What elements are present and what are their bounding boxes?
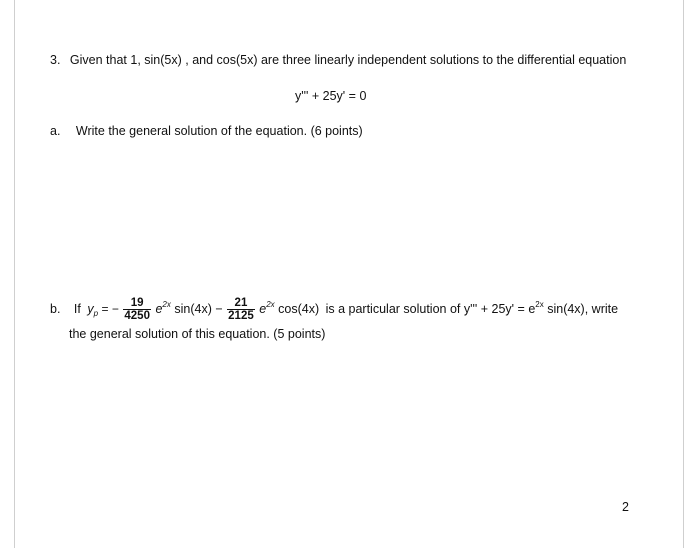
fraction-2-numerator: 21 [234,297,248,310]
fraction-1-numerator: 19 [130,297,144,310]
exp-term-2: $e^{2x}$ [259,300,275,316]
fraction-2-denominator: 2125 [228,310,254,323]
part-b-line-1 [50,292,618,327]
equals-sign: = − [101,302,119,316]
part-b-line-2-text: the general solution of this equation. (5 points) [69,327,326,341]
fraction-21-2125 [227,297,255,322]
exp-term-1: $e^{2x}$ [155,300,171,316]
part-a [50,124,363,138]
cos-term: cos(4x) [278,302,320,316]
problem-intro-text: Given that 1, sin(5x) , and cos(5x) are three linearly independent solutions to the differential equation [69,53,627,67]
part-b-middle-text: is a particular solution of [325,302,461,316]
minus-sign: − [215,302,223,316]
sin-term: sin(4x) [174,302,212,316]
part-b-tail: , write [584,302,619,316]
yp-symbol: $y_p$ [87,302,99,318]
problem-number: 3. [50,53,61,67]
part-b-label: b. [50,302,61,316]
differential-equation [295,89,366,103]
page-frame [14,0,684,548]
fraction-19-4250 [123,297,151,322]
part-b-if: If [73,302,81,316]
equation-text: y''' + 25y' = 0 [295,89,367,103]
part-a-label: a. [50,124,61,138]
page-number: 2 [622,500,629,514]
fraction-1-denominator: 4250 [124,310,150,323]
part-a-text: Write the general solution of the equation. (6 points) [75,124,363,138]
part-b-line-2 [69,327,325,341]
problem-intro-line [50,53,626,67]
nonhomogeneous-ode: $y''' + 25y' = e^{2x}$ sin(4x) [463,300,585,316]
